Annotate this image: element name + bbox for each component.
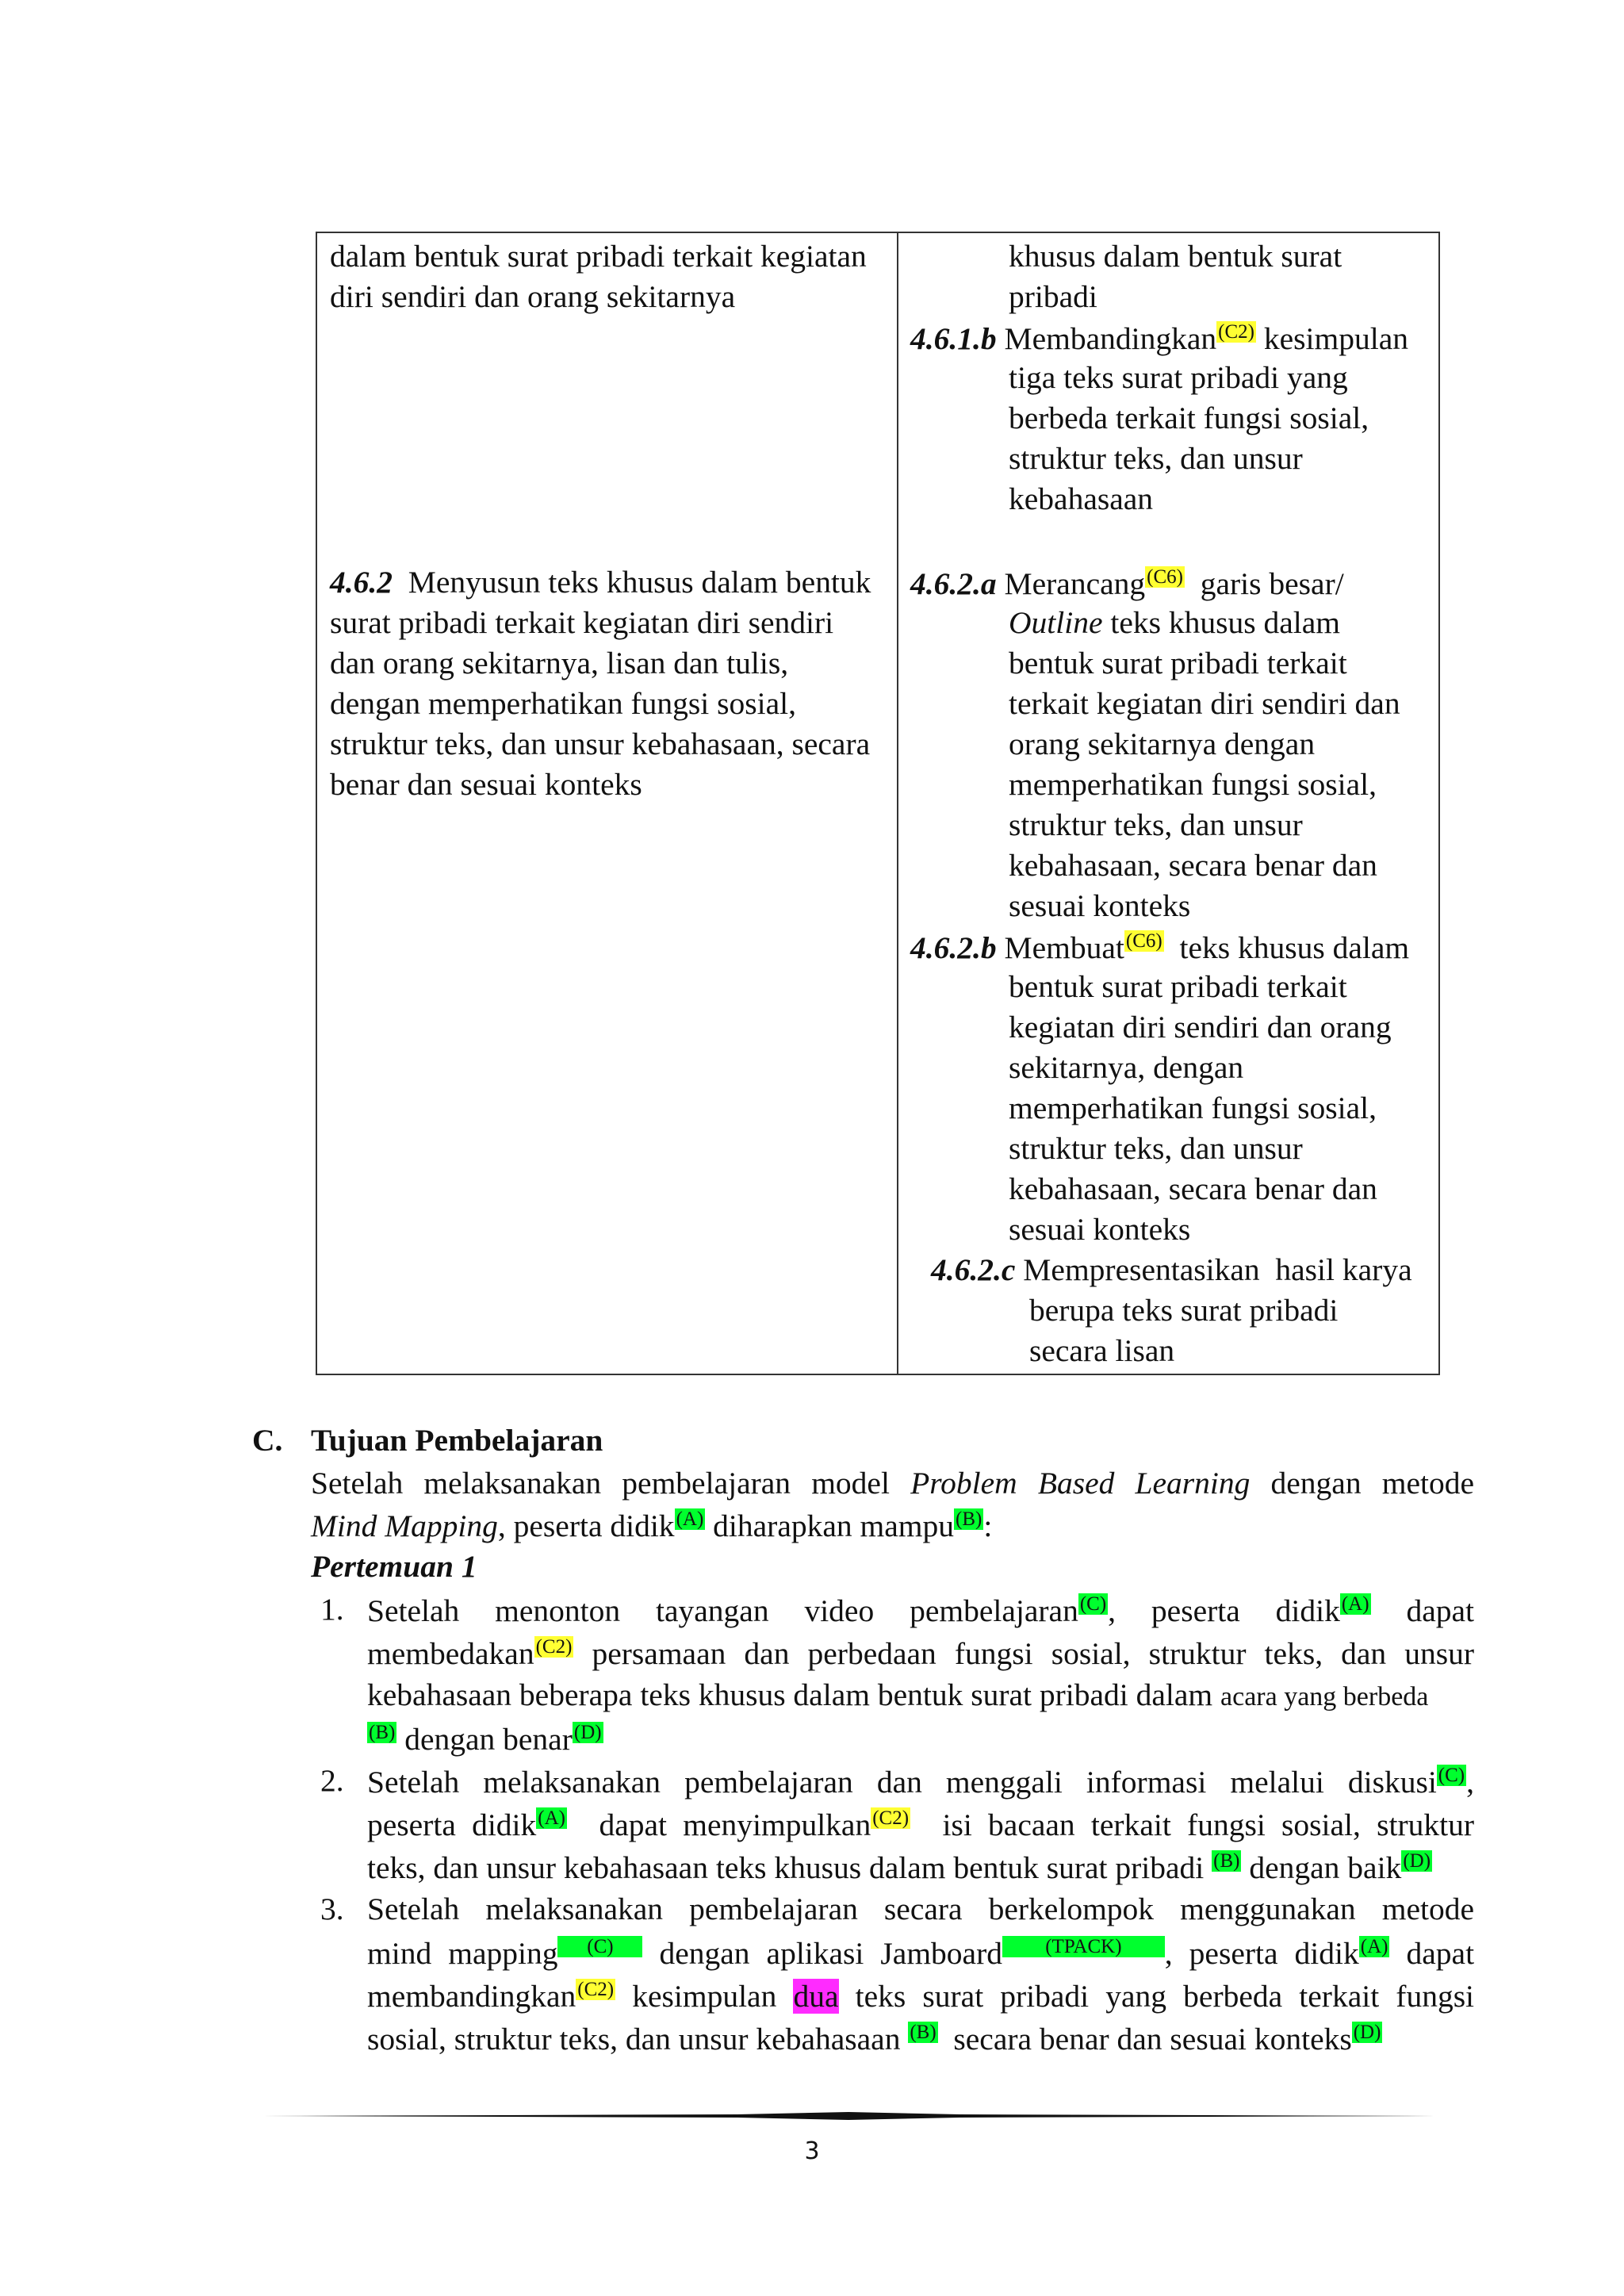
indicator-number: 4.6.2.c: [931, 1252, 1016, 1287]
list-item-text: , peserta didik: [1108, 1593, 1340, 1628]
kd-text: Menyusun teks khusus dalam bentuk: [408, 565, 871, 600]
list-item-text: persamaan dan perbedaan fungsi sosial, struktur teks, dan unsur: [592, 1636, 1475, 1671]
indicator-verb: Membuat: [1004, 930, 1124, 965]
indicator-text: memperhatikan fungsi sosial,: [1009, 767, 1377, 802]
tag-d: (D): [1353, 2022, 1381, 2043]
list-item-text: isi bacaan terkait fungsi sosial, struktur: [942, 1807, 1474, 1842]
indicator-text: sesuai konteks: [1009, 888, 1191, 923]
indicator-text: garis besar/: [1200, 566, 1344, 601]
tag-b: (B): [956, 1508, 982, 1530]
indicator-text: [1009, 605, 1340, 640]
indicator-text: terkait kegiatan diri sendiri dan: [1009, 686, 1400, 721]
kd-text: surat pribadi terkait kegiatan diri sendiri: [330, 605, 834, 640]
tag-a: (A): [1360, 1936, 1388, 1957]
indicator-number: 4.6.2.a: [910, 566, 997, 601]
indicator-text: berbeda terkait fungsi sosial,: [1009, 401, 1369, 435]
indicator-text: bentuk surat pribadi terkait: [1009, 969, 1347, 1004]
list-item-text: sosial, struktur teks, dan unsur kebahasaan: [367, 2022, 901, 2056]
list-item-text: kesimpulan: [632, 1979, 777, 2014]
model-name: Problem Based Learning: [910, 1466, 1251, 1501]
indicator-text: sekitarnya, dengan: [1009, 1050, 1244, 1085]
list-item-text: Setelah melaksanakan pembelajaran secara berkelompok menggunakan metode: [367, 1892, 1474, 1926]
list-item-text: peserta didik: [367, 1807, 537, 1842]
indicator-4-6-1-b: [910, 322, 1408, 355]
indicator-text: kebahasaan: [1009, 481, 1154, 516]
tag-d: (D): [573, 1722, 602, 1743]
indicator-text: memperhatikan fungsi sosial,: [1009, 1091, 1377, 1125]
list-item-text: , peserta didik: [1164, 1936, 1359, 1971]
tag-a: (A): [538, 1807, 565, 1829]
indicator-text: struktur teks, dan unsur: [1009, 1131, 1303, 1166]
page-number: 3: [804, 2137, 820, 2165]
left-cell-text: diri sendiri dan orang sekitarnya: [330, 279, 736, 314]
tag-b: (B): [369, 1722, 396, 1743]
indicator-text: tiga teks surat pribadi yang: [1009, 360, 1348, 395]
list-item-text: [367, 1808, 1474, 1842]
indicator-text: berupa teks surat pribadi: [1029, 1293, 1339, 1328]
table-border-bottom: [316, 1374, 1440, 1375]
list-item-text: [367, 1677, 1429, 1712]
indicator-text: secara lisan: [1029, 1333, 1175, 1368]
list-item-text: [367, 1765, 1474, 1799]
indicator-text: orang sekitarnya dengan: [1009, 726, 1316, 761]
tag-tpack: (TPACK): [1045, 1936, 1122, 1957]
list-item-text: acara yang berbeda: [1220, 1682, 1429, 1711]
list-item-text: dengan aplikasi Jamboard: [659, 1936, 1002, 1971]
indicator-number: 4.6.2.b: [910, 930, 997, 965]
tag-c2: (C2): [872, 1807, 910, 1829]
method-name: Mind Mapping: [311, 1508, 498, 1543]
tag-tpack: [1002, 1936, 1165, 1957]
tag-c: [557, 1936, 642, 1957]
kd-text: benar dan sesuai konteks: [330, 767, 642, 802]
list-item-text: teks surat pribadi yang berbeda terkait fungsi: [855, 1979, 1475, 2014]
list-item-text: Setelah melaksanakan pembelajaran dan menggali informasi melalui diskusi: [367, 1765, 1437, 1800]
indicator-text: kebahasaan, secara benar dan: [1009, 848, 1377, 883]
indicator-text: struktur teks, dan unsur: [1009, 441, 1303, 476]
kd-text: dengan memperhatikan fungsi sosial,: [330, 686, 796, 721]
list-number: 2.: [320, 1763, 344, 1798]
list-item-text: kebahasaan beberapa teks khusus dalam bentuk surat pribadi dalam: [367, 1677, 1213, 1712]
indicator-text: bentuk surat pribadi terkait: [1009, 646, 1347, 680]
intro-text: Setelah melaksanakan pembelajaran model: [311, 1466, 890, 1501]
intro-text: :: [983, 1508, 993, 1543]
bloom-tag: (C6): [1125, 930, 1162, 952]
kd-text: struktur teks, dan unsur kebahasaan, secara: [330, 726, 871, 761]
indicator-verb: Membandingkan: [1004, 321, 1217, 356]
list-item-text: [367, 1594, 1474, 1627]
intro-text: [311, 1468, 1474, 1500]
bloom-tag: (C6): [1147, 566, 1183, 588]
list-number: 3.: [320, 1892, 344, 1926]
list-item-text: [367, 1723, 603, 1756]
left-cell-text: dalam bentuk surat pribadi terkait kegiatan: [330, 239, 867, 274]
kd-4-6-2: [330, 567, 871, 599]
indicator-text: teks khusus dalam: [1179, 930, 1410, 965]
tag-c: (C): [1438, 1765, 1465, 1786]
indicator-text: sesuai konteks: [1009, 1212, 1191, 1247]
list-item-text: secara benar dan sesuai konteks: [953, 2022, 1352, 2056]
list-item-text: dapat: [1406, 1936, 1475, 1971]
table-border-right: [1438, 232, 1440, 1375]
table-border-top: [316, 232, 1440, 233]
list-number: 1.: [320, 1592, 344, 1627]
table-border-middle: [897, 232, 898, 1375]
bloom-tag: (C2): [1218, 321, 1254, 343]
indicator-number: 4.6.1.b: [910, 321, 997, 356]
section-letter: C.: [252, 1423, 283, 1458]
tag-b: (B): [1213, 1850, 1240, 1872]
indicator-text: kesimpulan: [1263, 321, 1408, 356]
list-item-text: [367, 2022, 1382, 2056]
indicator-text: struktur teks, dan unsur: [1009, 807, 1303, 842]
list-item-text: dengan baik: [1249, 1850, 1402, 1885]
intro-text: dengan metode: [1270, 1466, 1474, 1501]
list-item-text: [367, 1851, 1432, 1884]
tag-a: (A): [1341, 1593, 1369, 1615]
indicator-italic: Outline: [1009, 605, 1103, 640]
list-item-text: membandingkan: [367, 1979, 576, 2014]
tag-d: (D): [1403, 1850, 1431, 1872]
intro-text: diharapkan mampu: [705, 1508, 954, 1543]
indicator-4-6-2-b: [910, 931, 1409, 964]
list-item-text: dengan benar: [404, 1722, 573, 1757]
meeting-heading: Pertemuan 1: [311, 1549, 477, 1584]
list-item-text: membedakan: [367, 1636, 534, 1671]
indicator-text: kegiatan diri sendiri dan orang: [1009, 1010, 1392, 1045]
highlight-dua: dua: [793, 1979, 839, 2014]
table-border-left: [316, 232, 317, 1375]
tag-b: (B): [910, 2022, 936, 2043]
tag-c: (C): [587, 1936, 614, 1957]
tag-c2: (C2): [535, 1636, 573, 1658]
intro-text: [311, 1509, 992, 1543]
list-item-text: dapat: [1406, 1593, 1475, 1628]
list-item-text: ,: [1466, 1765, 1474, 1800]
tag-c2: (C2): [577, 1979, 615, 2000]
list-item-text: [367, 1980, 1474, 2013]
indicator-4-6-2-c: [931, 1252, 1412, 1287]
indicator-text: khusus dalam bentuk surat: [1009, 239, 1342, 274]
intro-text: , peserta didik: [497, 1508, 675, 1543]
indicator-verb: Merancang: [1004, 566, 1146, 601]
footer-divider: [262, 2112, 1435, 2120]
kd-number: 4.6.2: [330, 565, 393, 600]
list-item-text: Setelah menonton tayangan video pembelajaran: [367, 1593, 1078, 1628]
section-title: Tujuan Pembelajaran: [311, 1423, 603, 1458]
list-item-text: [367, 1637, 1474, 1670]
indicator-text: kebahasaan, secara benar dan: [1009, 1171, 1377, 1206]
indicator-text: Mempresentasikan hasil karya: [1023, 1252, 1412, 1287]
kd-text: dan orang sekitarnya, lisan dan tulis,: [330, 646, 789, 680]
indicator-text: pribadi: [1009, 279, 1097, 314]
tag-c: (C): [1079, 1593, 1107, 1615]
list-item-text: dapat menyimpulkan: [599, 1807, 871, 1842]
list-item-text: [367, 1937, 1474, 1970]
list-item-text: teks, dan unsur kebahasaan teks khusus dalam bentuk surat pribadi: [367, 1850, 1205, 1885]
indicator-text: teks khusus dalam: [1102, 605, 1340, 640]
list-item-text: mind mapping: [367, 1936, 558, 1971]
tag-a: (A): [676, 1508, 704, 1530]
indicator-4-6-2-a: [910, 567, 1344, 600]
